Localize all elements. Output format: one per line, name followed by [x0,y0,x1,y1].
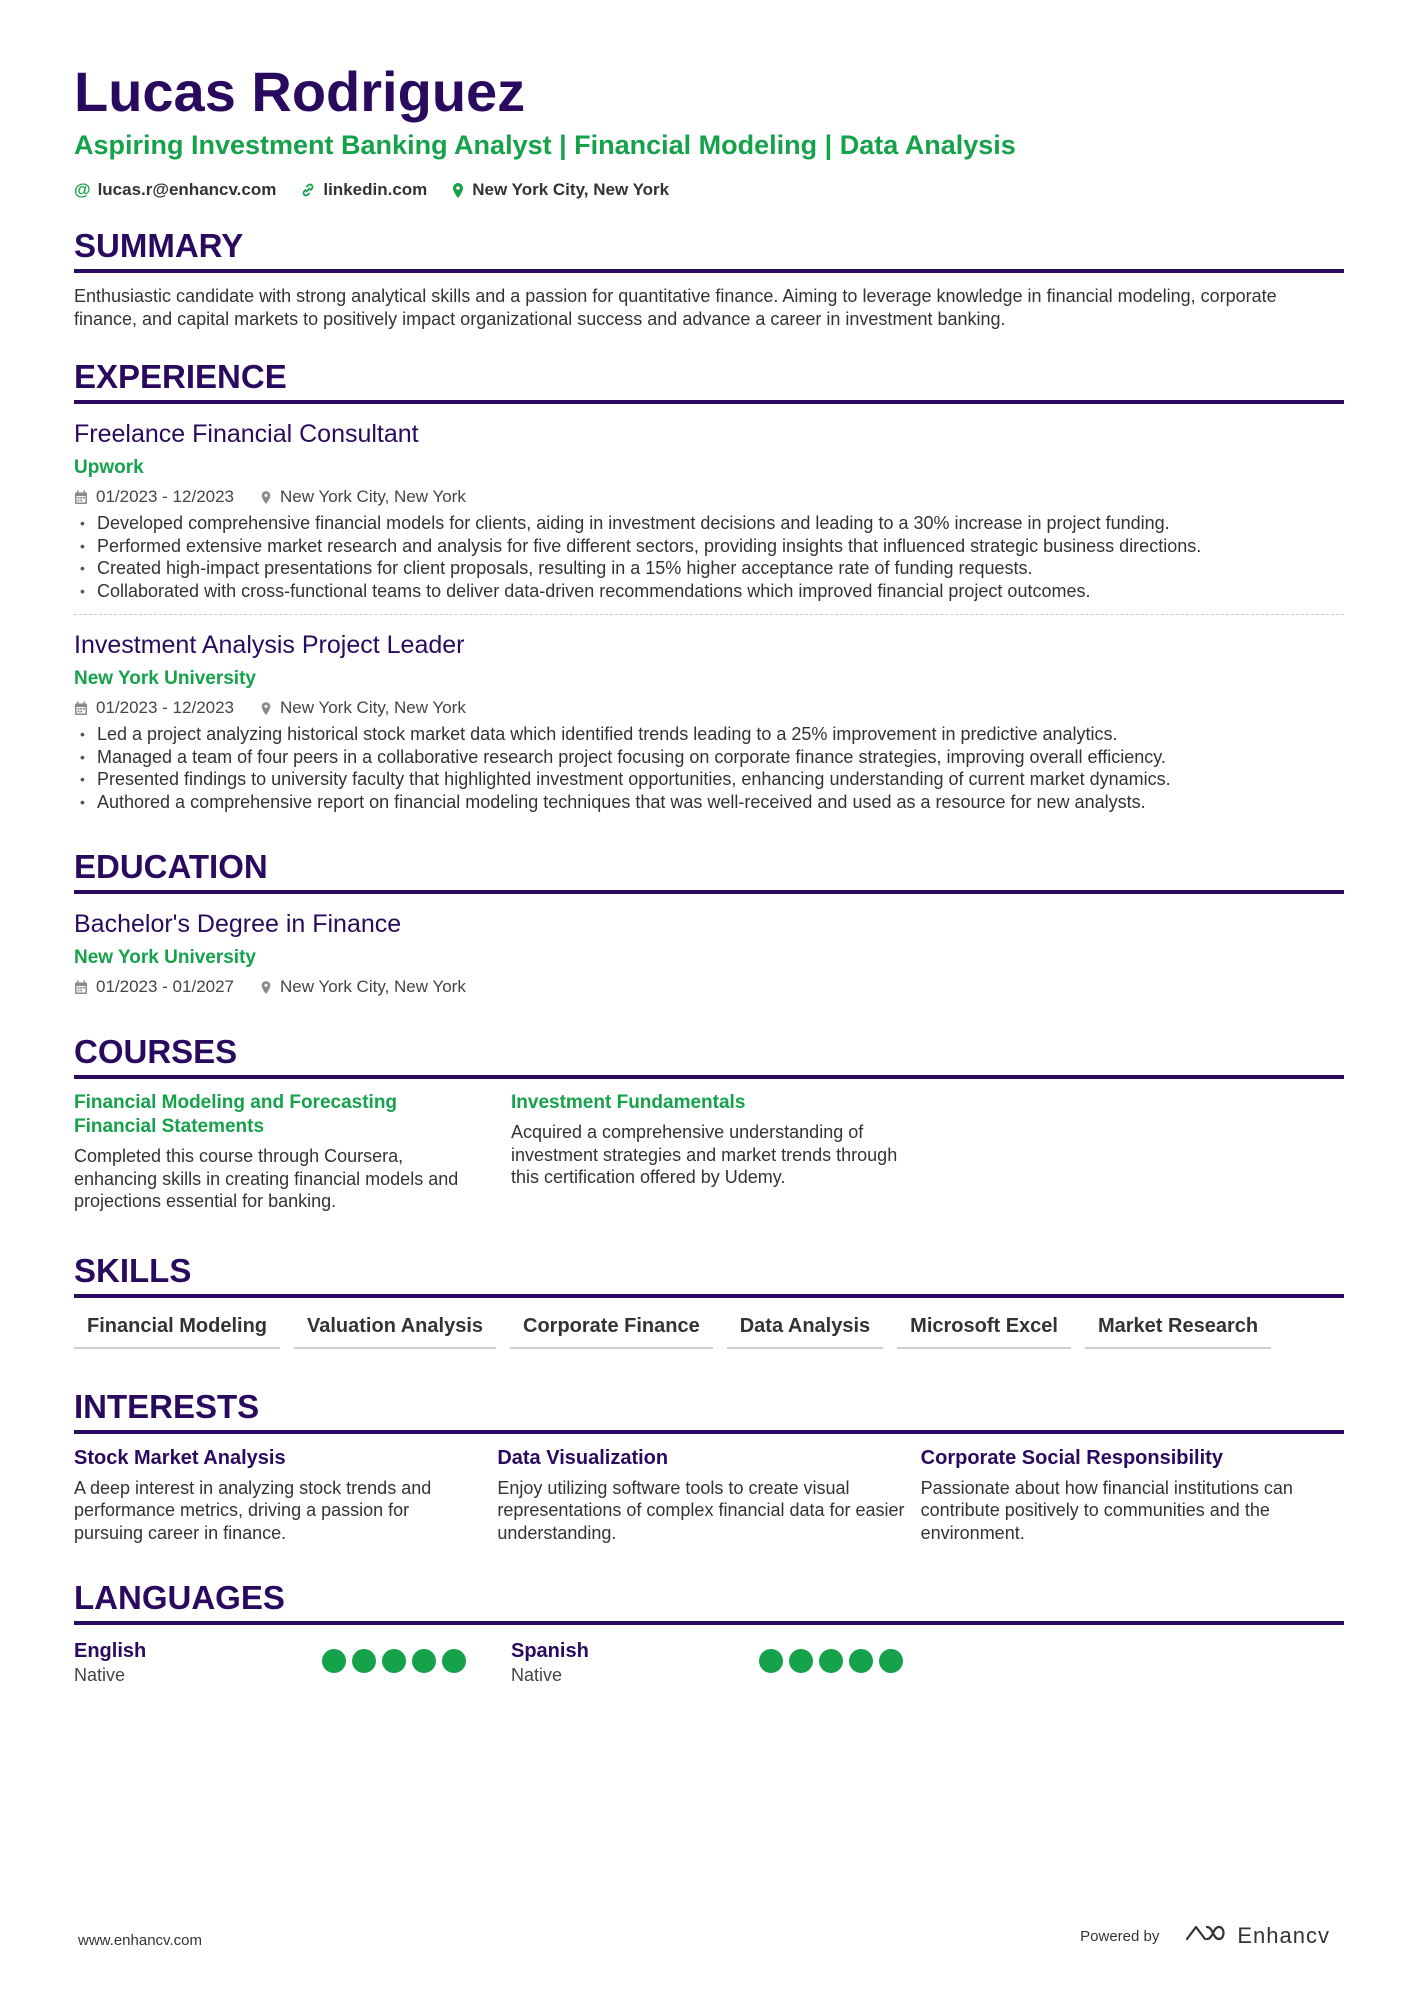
skill-tag: Microsoft Excel [897,1314,1071,1349]
date-range [74,697,234,719]
bullet-item: • Presented findings to university faculty that highlighted investment opportunities, enhancing understanding of current market dynamics. [74,768,1344,791]
section-rule [74,1294,1344,1298]
calendar-icon [74,490,88,505]
experience-section [74,357,1344,813]
interest-title: Stock Market Analysis [74,1446,286,1469]
language-name: English [74,1640,147,1662]
date-range [74,976,234,998]
location-text: New York City, New York [280,977,466,996]
rating-dot [382,1649,406,1673]
calendar-icon [74,980,88,995]
location-text: New York City, New York [280,487,466,506]
enhancv-logo-icon [1183,1922,1229,1950]
section-rule [74,269,1344,273]
section-title: EDUCATION [74,848,268,885]
education-entry [74,908,1344,998]
resume [74,58,1344,1687]
skill-tag: Data Analysis [727,1314,883,1349]
contact-row [74,180,1344,200]
bullet-item: • Created high-impact presentations for client proposals, resulting in a 15% higher acceptance rate of funding requests. [74,557,1344,580]
skills-section [74,1251,1344,1349]
calendar-icon [74,701,88,716]
candidate-name: Lucas Rodriguez [74,60,526,123]
section-rule [74,1075,1344,1079]
rating-dot [789,1649,813,1673]
summary-text: Enthusiastic candidate with strong analytical skills and a passion for quantitative finance. Aiming to leverage knowledge in financial modeling, corporate finance, and capital markets to positively impact organizational success and advance a career in investment banking. [74,286,1277,329]
section-rule [74,1621,1344,1625]
rating-dot [322,1649,346,1673]
course-title: Financial Modeling and Forecasting Financial Statements [74,1092,398,1137]
courses-grid [74,1091,1344,1213]
languages-grid [74,1639,1344,1687]
rating-dot [759,1649,783,1673]
enhancv-logo[interactable] [1183,1922,1330,1950]
interest-desc: A deep interest in analyzing stock trends and performance metrics, driving a passion for pursuing career in finance. [74,1477,432,1543]
date-text: 01/2023 - 12/2023 [96,487,235,506]
location-icon [260,701,272,716]
summary-section [74,226,1344,331]
location-text: New York City, New York [472,180,670,199]
interest-desc: Enjoy utilizing software tools to create visual representations of complex financial data for easier understanding. [497,1477,905,1543]
location-icon [451,182,465,199]
date-text: 01/2023 - 01/2027 [96,977,235,996]
skill-tag: Valuation Analysis [294,1314,496,1349]
language-rating [759,1649,903,1673]
section-rule [74,400,1344,404]
footer-branding [1080,1922,1330,1950]
rating-dot [879,1649,903,1673]
interest-item [497,1446,920,1545]
courses-section [74,1032,1344,1213]
bullet-list [74,512,1344,602]
course-title: Investment Fundamentals [511,1092,746,1113]
date-range [74,486,234,508]
course-item [511,1091,948,1213]
skill-tag: Corporate Finance [510,1314,713,1349]
linkedin-text: linkedin.com [323,180,428,199]
section-title: INTERESTS [74,1387,260,1425]
contact-location [451,180,669,200]
skills-list [74,1314,1344,1349]
language-text [74,1639,322,1687]
entry-meta [74,976,1344,998]
experience-entry [74,629,1344,813]
interest-title: Data Visualization [497,1446,669,1469]
interest-item [74,1446,497,1545]
course-desc: Completed this course through Coursera, enhancing skills in creating financial models and projections essential for banking. [74,1146,459,1211]
bullet-item: • Authored a comprehensive report on financial modeling techniques that was well-received and used as a resource for new analysts. [74,791,1344,814]
job-title: Freelance Financial Consultant [74,420,419,448]
bullet-item: • Led a project analyzing historical stock market data which identified trends leading to a 25% improvement in predictive analytics. [74,723,1344,746]
rating-dot [352,1649,376,1673]
bullet-list [74,723,1344,813]
school-location [260,976,466,998]
skill-tag: Market Research [1085,1314,1271,1349]
headline: Aspiring Investment Banking Analyst | Financial Modeling | Data Analysis [74,130,1016,160]
interests-section [74,1387,1344,1545]
language-level: Native [74,1665,126,1685]
location-icon [260,980,272,995]
section-title: SKILLS [74,1251,192,1289]
bullet-item: • Collaborated with cross-functional teams to deliver data-driven recommendations which improved financial project outcomes. [74,580,1344,603]
at-icon: @ [74,180,91,199]
bullet-item: • Managed a team of four peers in a collaborative research project focusing on corporate finance strategies, improving overall efficiency. [74,746,1344,769]
section-rule [74,1430,1344,1434]
company-name: New York University [74,668,256,689]
school-name: New York University [74,947,256,968]
entry-divider [74,614,1344,615]
link-icon [300,182,316,198]
job-location [260,486,466,508]
language-item [74,1639,511,1687]
section-title: SUMMARY [74,227,244,264]
interest-title: Corporate Social Responsibility [920,1446,1223,1469]
section-rule [74,890,1344,894]
powered-by-text: Powered by [1080,1927,1160,1945]
bullet-item: • Performed extensive market research and analysis for five different sectors, providing insights that influenced strategic business directions. [74,535,1344,558]
rating-dot [819,1649,843,1673]
location-text: New York City, New York [280,698,466,717]
rating-dot [412,1649,436,1673]
interests-grid [74,1446,1344,1545]
interest-item [921,1446,1344,1545]
education-section [74,847,1344,998]
language-text [511,1639,759,1687]
contact-email[interactable] [74,180,276,200]
language-rating [322,1649,466,1673]
date-text: 01/2023 - 12/2023 [96,698,235,717]
location-icon [260,490,272,505]
experience-entry [74,418,1344,602]
rating-dot [442,1649,466,1673]
language-level: Native [511,1665,563,1685]
resume-header [74,58,1344,200]
rating-dot [849,1649,873,1673]
section-title: EXPERIENCE [74,358,287,395]
bullet-item: • Developed comprehensive financial models for clients, aiding in investment decisions and leading to a 30% increase in project funding. [74,512,1344,535]
languages-section [74,1578,1344,1687]
section-title: LANGUAGES [74,1579,285,1616]
company-name: Upwork [74,457,144,478]
skill-tag: Financial Modeling [74,1314,280,1349]
brand-name: Enhancv [1237,1923,1330,1948]
course-item [74,1091,511,1213]
contact-linkedin[interactable] [300,180,427,200]
job-title: Investment Analysis Project Leader [74,631,465,659]
job-location [260,697,466,719]
section-title: COURSES [74,1033,238,1070]
language-item [511,1639,948,1687]
email-text: lucas.r@enhancv.com [97,180,277,199]
degree-title: Bachelor's Degree in Finance [74,910,402,938]
course-desc: Acquired a comprehensive understanding of investment strategies and market trends through this certification offered by Udemy. [511,1122,898,1187]
entry-meta [74,486,1344,508]
interest-desc: Passionate about how financial institutions can contribute positively to communities and the environment. [920,1477,1293,1543]
footer-website[interactable]: www.enhancv.com [78,1932,202,1949]
entry-meta [74,697,1344,719]
language-name: Spanish [511,1640,589,1662]
